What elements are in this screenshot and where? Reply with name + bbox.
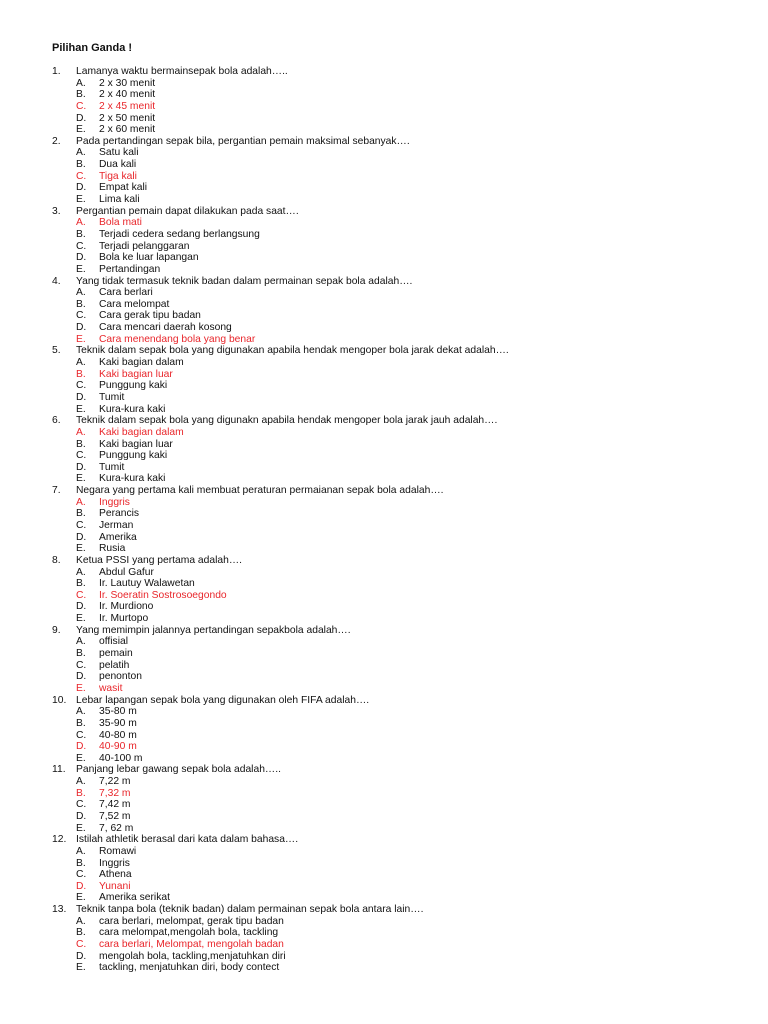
option-text: Athena [99,869,132,881]
option-letter: B. [76,857,86,869]
question [52,625,752,695]
option-item [52,671,752,683]
option-text: Cara gerak tipu badan [99,310,201,322]
option-item [52,578,752,590]
option-text: Abdul Gafur [99,566,154,578]
question-text: Yang memimpin jalannya pertandingan sepakbola adalah…. [76,624,351,636]
option-letter: A. [76,845,86,857]
option-letter: D. [76,950,87,962]
option-item [52,241,752,253]
option-list [52,147,752,205]
question-number: 4. [52,275,61,287]
question-text: Lebar lapangan sepak bola yang digunakan oleh FIFA adalah…. [76,694,370,706]
option-letter: B. [76,648,86,660]
question-row [52,206,752,218]
question-text: Negara yang pertama kali membuat peraturan permaianan sepak bola adalah…. [76,485,444,497]
option-text: Punggung kaki [99,450,168,462]
question-row [52,555,752,567]
option-text: 2 x 40 menit [99,89,156,101]
option-item [52,380,752,392]
page-title: Pilihan Ganda ! [52,42,133,54]
option-text: Cara menendang bola yang benar [99,333,256,345]
option-text: Dua kali [99,159,137,171]
option-item [52,892,752,904]
option-item [52,613,752,625]
option-item [52,89,752,101]
question-row [52,66,752,78]
question-row [52,276,752,288]
question-number: 3. [52,205,61,217]
option-letter: D. [76,671,87,683]
option-text: 35-80 m [99,706,137,718]
option-item [52,962,752,974]
option-item [52,648,752,660]
option-letter: C. [76,589,87,601]
option-text: Inggris [99,496,130,508]
option-text: Empat kali [99,182,148,194]
option-letter: B. [76,438,86,450]
option-text: cara berlari, melompat, gerak tipu badan [99,915,284,927]
option-text: 7,32 m [99,787,131,799]
option-item-correct [52,171,752,183]
option-letter: C. [76,310,87,322]
option-letter: A. [76,706,86,718]
option-letter: E. [76,194,86,206]
option-item [52,357,752,369]
option-letter: D. [76,741,87,753]
option-item [52,229,752,241]
question-text: Istilah athletik berasal dari kata dalam bahasa…. [76,834,299,846]
option-text: 35-90 m [99,717,137,729]
option-text: Rusia [99,543,126,555]
option-text: Tumit [99,391,125,403]
option-item [52,508,752,520]
option-item [52,299,752,311]
option-text: Cara berlari [99,287,153,299]
option-text: wasit [99,682,123,694]
option-list [52,776,752,834]
option-item [52,194,752,206]
question-text: Teknik dalam sepak bola yang digunakan apabila hendak mengoper bola jarak dekat adalah…. [76,345,509,357]
option-item [52,799,752,811]
option-letter: B. [76,578,86,590]
option-text: Cara mencari daerah kosong [99,322,232,334]
option-text: Romawi [99,845,137,857]
option-item [52,520,752,532]
question-text: Teknik dalam sepak bola yang digunakn apabila hendak mengoper bola jarak jauh adalah…. [76,415,498,427]
option-text: Inggris [99,857,130,869]
option-item-correct [52,334,752,346]
option-list [52,916,752,974]
option-letter: A. [76,776,86,788]
question-number: 5. [52,345,61,357]
option-text: Kaki bagian luar [99,368,173,380]
option-text: Amerika [99,531,137,543]
option-letter: D. [76,601,87,613]
option-list [52,217,752,275]
option-item [52,124,752,136]
option-text: Punggung kaki [99,380,168,392]
option-letter: A. [76,147,86,159]
question-text: Ketua PSSI yang pertama adalah…. [76,554,242,566]
option-text: tackling, menjatuhkan diri, body contect [99,962,280,974]
option-letter: E. [76,892,86,904]
option-letter: E. [76,333,86,345]
option-item-correct [52,939,752,951]
option-item [52,858,752,870]
option-item [52,811,752,823]
option-letter: E. [76,613,86,625]
option-letter: E. [76,543,86,555]
option-letter: D. [76,391,87,403]
option-letter: A. [76,915,86,927]
option-item [52,404,752,416]
question [52,904,752,974]
question [52,764,752,834]
option-item-correct [52,683,752,695]
option-item [52,927,752,939]
option-list [52,427,752,485]
option-item [52,392,752,404]
option-item [52,706,752,718]
question-row [52,415,752,427]
option-item [52,287,752,299]
question [52,415,752,485]
option-letter: C. [76,869,87,881]
question-number: 7. [52,485,61,497]
question-number: 9. [52,624,61,636]
option-item [52,543,752,555]
option-item-correct [52,741,752,753]
option-letter: E. [76,962,86,974]
option-text: 2 x 30 menit [99,77,156,89]
option-letter: C. [76,729,87,741]
option-text: mengolah bola, tackling,menjatuhkan diri [99,950,286,962]
question-row [52,485,752,497]
question [52,136,752,206]
option-letter: B. [76,89,86,101]
question-text: Pada pertandingan sepak bila, pergantian pemain maksimal sebanyak…. [76,135,410,147]
option-text: Kura-kura kaki [99,403,166,415]
option-letter: A. [76,566,86,578]
option-item-correct [52,788,752,800]
option-letter: D. [76,811,87,822]
question-text: Yang tidak termasuk teknik badan dalam permainan sepak bola adalah…. [76,275,413,287]
option-letter: B. [76,159,86,171]
option-item [52,264,752,276]
option-item [52,473,752,485]
option-item [52,182,752,194]
option-text: 2 x 60 menit [99,124,156,136]
option-text: Ir. Murdiono [99,601,154,613]
question [52,485,752,555]
option-letter: E. [76,682,86,694]
option-letter: D. [76,112,87,124]
option-item [52,113,752,125]
option-item [52,310,752,322]
option-text: penonton [99,671,142,683]
question-text: Teknik tanpa bola (teknik badan) dalam permainan sepak bola antara lain…. [76,904,424,916]
question [52,345,752,415]
option-text: pelatih [99,659,130,671]
option-letter: C. [76,659,87,671]
option-item-correct [52,590,752,602]
option-text: Jerman [99,519,134,531]
option-item [52,718,752,730]
option-letter: D. [76,322,87,334]
option-text: Bola ke luar lapangan [99,252,199,264]
option-item [52,322,752,334]
option-item [52,776,752,788]
option-letter: E. [76,403,86,415]
option-text: 40-100 m [99,752,143,764]
option-text: Amerika serikat [99,892,170,904]
option-item [52,159,752,171]
option-letter: C. [76,170,87,182]
option-letter: D. [76,461,87,473]
option-list [52,636,752,694]
option-item [52,823,752,835]
option-letter: E. [76,822,86,834]
option-text: Bola mati [99,217,142,229]
option-letter: A. [76,426,86,438]
option-text: Ir. Lautuy Walawetan [99,578,195,590]
option-letter: C. [76,939,87,951]
option-list [52,706,752,764]
option-item [52,660,752,672]
option-letter: E. [76,124,86,136]
question-row [52,345,752,357]
option-letter: C. [76,380,87,392]
question-number: 12. [52,834,67,846]
option-text: 40-80 m [99,729,137,741]
option-text: Kaki bagian luar [99,438,173,450]
option-letter: C. [76,519,87,531]
question-number: 10. [52,694,67,706]
option-list [52,567,752,625]
option-text: 2 x 45 menit [99,100,156,112]
question-text: Lamanya waktu bermainsepak bola adalah….. [76,66,288,77]
option-item-correct [52,881,752,893]
option-letter: A. [76,496,86,508]
option-letter: D. [76,531,87,543]
option-item [52,252,752,264]
option-letter: A. [76,287,86,299]
option-letter: C. [76,240,87,252]
option-letter: B. [76,298,86,310]
option-letter: A. [76,217,86,229]
option-text: Pertandingan [99,263,161,275]
option-list [52,78,752,136]
question [52,206,752,276]
option-letter: B. [76,508,86,520]
option-text: Ir. Murtopo [99,613,149,625]
question [52,66,752,136]
option-item [52,869,752,881]
option-text: 7, 62 m [99,822,134,834]
option-text: Yunani [99,880,131,892]
question [52,834,752,904]
option-list [52,287,752,345]
option-text: Kura-kura kaki [99,473,166,485]
option-letter: C. [76,450,87,462]
option-letter: B. [76,368,86,380]
question [52,695,752,765]
option-text: Kaki bagian dalam [99,426,184,438]
option-item-correct [52,101,752,113]
question-row [52,695,752,707]
option-letter: B. [76,927,86,939]
option-item [52,78,752,90]
option-text: pemain [99,648,133,660]
option-item-correct [52,217,752,229]
option-item [52,730,752,742]
option-item [52,846,752,858]
question-row [52,764,752,776]
question-number: 1. [52,66,61,77]
question-row [52,904,752,916]
question [52,276,752,346]
option-text: cara melompat,mengolah bola, tackling [99,927,279,939]
option-text: Terjadi cedera sedang berlangsung [99,228,260,240]
option-letter: B. [76,787,86,799]
option-item [52,753,752,765]
option-letter: A. [76,77,86,89]
option-letter: D. [76,880,87,892]
option-item-correct [52,497,752,509]
question-number: 13. [52,904,67,916]
option-text: Perancis [99,508,140,520]
question-text: Pergantian pemain dapat dilakukan pada saat…. [76,205,299,217]
question-row [52,834,752,846]
option-text: Kaki bagian dalam [99,357,184,369]
question-row [52,625,752,637]
option-item [52,916,752,928]
option-item [52,636,752,648]
option-letter: C. [76,100,87,112]
option-item-correct [52,369,752,381]
option-text: 7,22 m [99,776,131,788]
option-list [52,497,752,555]
option-list [52,357,752,415]
question-number: 11. [52,764,66,776]
option-letter: B. [76,228,86,240]
option-text: Cara melompat [99,298,170,310]
option-list [52,846,752,904]
option-text: Tiga kali [99,170,137,182]
question [52,555,752,625]
question-row [52,136,752,148]
option-text: Satu kali [99,147,139,159]
option-text: 40-90 m [99,741,137,753]
option-item [52,450,752,462]
option-letter: E. [76,752,86,764]
option-text: cara berlari, Melompat, mengolah badan [99,939,284,951]
option-letter: D. [76,182,87,194]
option-text: Terjadi pelanggaran [99,240,190,252]
question-text: Panjang lebar gawang sepak bola adalah….. [76,764,281,776]
option-letter: B. [76,717,86,729]
option-letter: D. [76,252,87,264]
option-item [52,462,752,474]
option-text: Ir. Soeratin Sostrosoegondo [99,589,227,601]
option-item-correct [52,427,752,439]
option-text: 7,42 m [99,799,131,811]
option-letter: C. [76,799,87,811]
option-item [52,147,752,159]
question-list [52,66,752,974]
option-item [52,567,752,579]
option-item [52,601,752,613]
option-text: 7,52 m [99,811,131,822]
option-text: Tumit [99,461,125,473]
option-text: 2 x 50 menit [99,112,156,124]
option-item [52,439,752,451]
option-text: offisial [99,636,129,648]
question-number: 6. [52,415,61,427]
option-text: Lima kali [99,194,140,206]
option-letter: A. [76,357,86,369]
option-item [52,532,752,544]
option-letter: E. [76,263,86,275]
option-letter: E. [76,473,86,485]
option-letter: A. [76,636,86,648]
option-item [52,951,752,963]
question-number: 8. [52,554,61,566]
question-number: 2. [52,135,61,147]
